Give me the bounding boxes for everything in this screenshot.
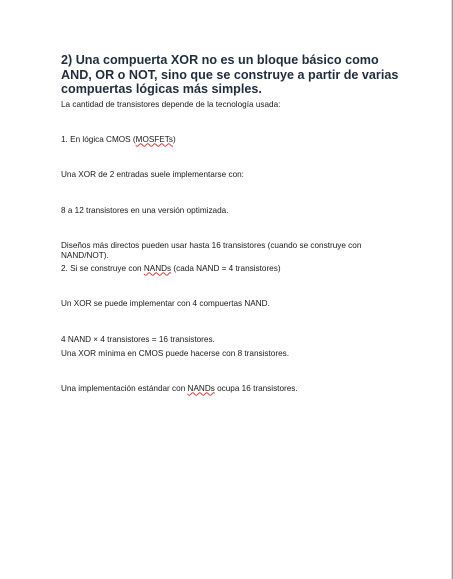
cmos-item — [61, 135, 401, 145]
standard-prefix: Una implementación estándar con — [61, 383, 188, 393]
min-cmos-paragraph: Una XOR mínima en CMOS puede hacerse con 8 transistores. — [61, 348, 289, 358]
cmos-prefix: 1. En lógica CMOS ( — [61, 134, 136, 144]
question-heading: 2) Una compuerta XOR no es un bloque básico como AND, OR o NOT, sino que se construye a partir de varias compuertas lógicas más simples. — [61, 53, 399, 96]
document-body — [61, 53, 401, 394]
four-nand-paragraph: Un XOR se puede implementar con 4 compuertas NAND. — [61, 298, 270, 308]
direct-design-paragraph: Diseños más directos pueden usar hasta 16 transistores (cuando se construye con NAND/NOT). — [61, 240, 362, 260]
spellcheck-mosfets[interactable]: MOSFETs — [135, 134, 173, 144]
spellcheck-nands[interactable]: NANDs — [143, 263, 172, 273]
nand-suffix: (cada NAND = 4 transistores) — [171, 263, 281, 273]
optimized-paragraph: 8 a 12 transistores en una versión optimizada. — [61, 205, 229, 215]
nand-prefix: 2. Si se construye con — [61, 263, 144, 273]
xor-inputs-paragraph: Una XOR de 2 entradas suele implementarse con: — [61, 169, 244, 179]
cmos-suffix: ) — [172, 134, 176, 144]
spellcheck-nands-2[interactable]: NANDs — [187, 383, 215, 393]
standard-paragraph — [61, 384, 401, 394]
standard-suffix: ocupa 16 transistores. — [214, 383, 298, 393]
nand-item — [61, 264, 401, 274]
intro-paragraph: La cantidad de transistores depende de la tecnología usada: — [61, 99, 281, 109]
calculation-paragraph: 4 NAND × 4 transistores = 16 transistores. — [61, 334, 215, 344]
